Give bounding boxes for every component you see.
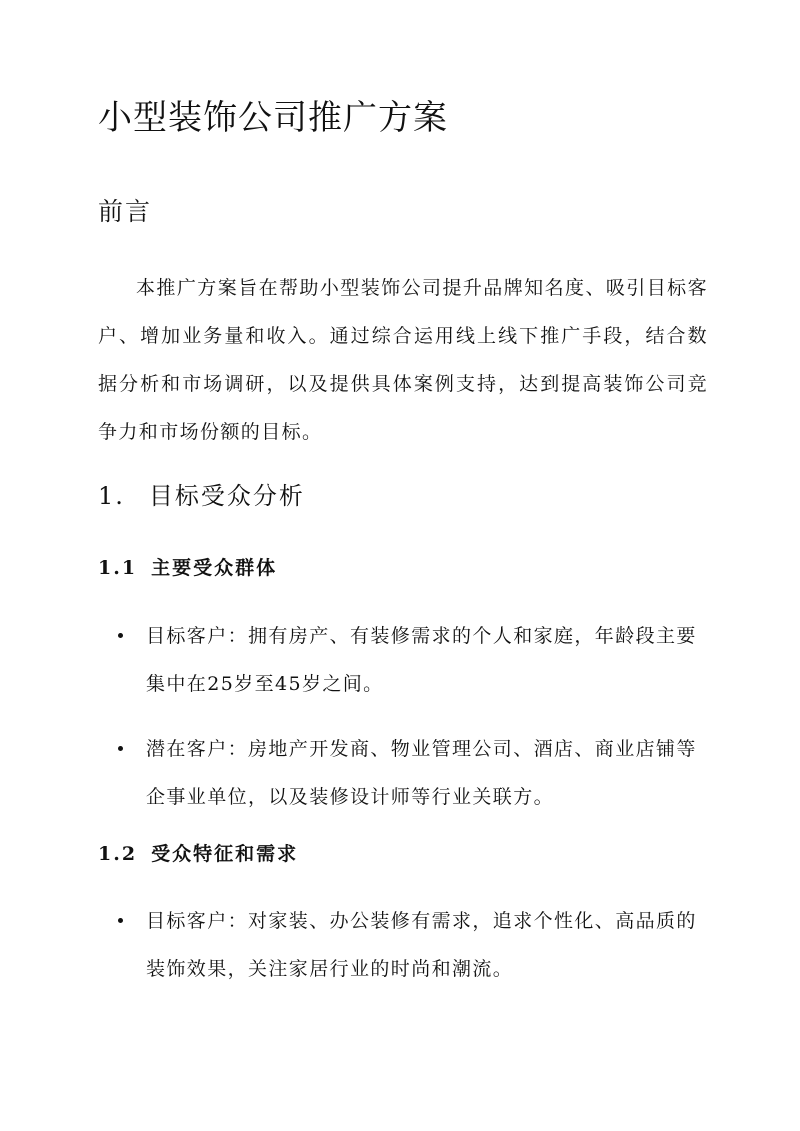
subsection-1-2-bullet-list (98, 897, 708, 1010)
subsection-1-1-number: 1.1 (98, 557, 138, 579)
section-1-number: 1. (98, 482, 125, 510)
section-1-heading (98, 478, 305, 514)
list-item-text: 潜在客户：房地产开发商、物业管理公司、酒店、商业店铺等企事业单位，以及装修设计师等行业关联方。 (146, 738, 697, 808)
section-1-title: 目标受众分析 (148, 482, 305, 510)
list-item (98, 897, 708, 993)
subsection-1-1-heading (98, 553, 277, 583)
document-title: 小型装饰公司推广方案 (98, 98, 448, 138)
subsection-1-1-title: 主要受众群体 (151, 557, 278, 579)
subsection-1-2-number: 1.2 (98, 843, 138, 865)
subsection-1-2-title: 受众特征和需求 (151, 843, 299, 865)
list-item-text: 目标客户：对家装、办公装修有需求，追求个性化、高品质的装饰效果，关注家居行业的时尚和潮流。 (146, 910, 697, 980)
list-item (98, 612, 708, 708)
preface-heading: 前言 (98, 197, 153, 226)
bullet-dot-icon (118, 918, 123, 923)
preface-paragraph: 本推广方案旨在帮助小型装饰公司提升品牌知名度、吸引目标客户、增加业务量和收入。通过综合运用线上线下推广手段，结合数据分析和市场调研，以及提供具体案例支持，达到提高装饰公司竞争力和市场份额的目标。 (98, 277, 708, 443)
subsection-1-2-heading (98, 839, 298, 869)
bullet-dot-icon (118, 633, 123, 638)
subsection-1-1-bullet-list (98, 612, 708, 838)
bullet-dot-icon (118, 746, 123, 751)
list-item (98, 725, 708, 821)
list-item-text: 目标客户：拥有房产、有装修需求的个人和家庭，年龄段主要集中在25岁至45岁之间。 (146, 625, 697, 695)
